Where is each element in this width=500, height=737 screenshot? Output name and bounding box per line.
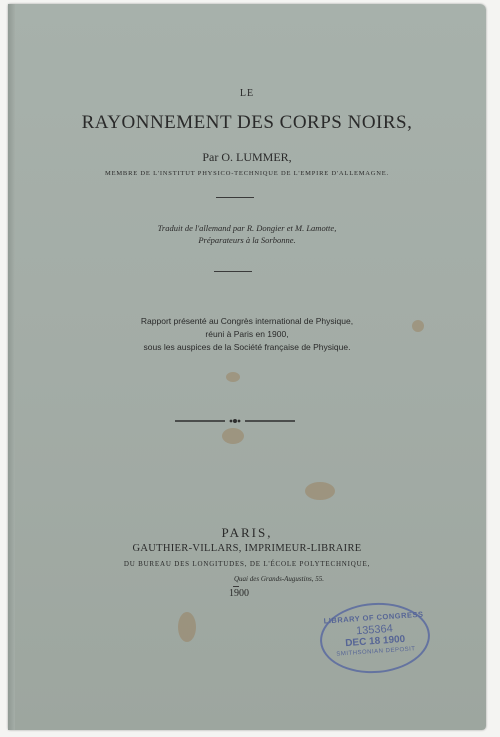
- stain-mark: [226, 372, 240, 382]
- report-line: Rapport présenté au Congrès international de Physique,: [140, 316, 354, 326]
- stamp-date: DEC 18 1900: [344, 633, 406, 650]
- publication-year: 1900: [229, 588, 249, 599]
- author-affiliation: MEMBRE DE L'INSTITUT PHYSICO-TECHNIQUE DE L'EMPIRE D'ALLEMAGNE.: [105, 170, 389, 177]
- translator-affiliation: Préparateurs à la Sorbonne.: [198, 235, 296, 245]
- publisher-address: Quai des Grands-Augustins, 55.: [233, 575, 325, 583]
- publication-city: PARIS,: [221, 525, 273, 540]
- publisher-name: GAUTHIER-VILLARS, IMPRIMEUR-LIBRAIRE: [132, 543, 362, 554]
- stamp-header: LIBRARY OF CONGRESS: [323, 609, 424, 626]
- translation-line: Traduit de l'allemand par R. Dongier et M. Lamotte,: [157, 223, 337, 233]
- report-block: [8, 315, 486, 354]
- book-title: RAYONNEMENT DES CORPS NOIRS,: [81, 112, 413, 133]
- author-line: Par O. LUMMER,: [202, 150, 292, 164]
- stamp-footer: SMITHSONIAN DEPOSIT: [336, 646, 416, 658]
- report-line: sous les auspices de la Société française de Physique.: [143, 342, 351, 352]
- title-article: LE: [239, 88, 255, 99]
- translation-block: [8, 222, 486, 246]
- stain-mark: [178, 612, 196, 642]
- report-line: réuni à Paris en 1900,: [205, 329, 289, 339]
- divider-rule: [214, 271, 252, 272]
- divider-rule: [233, 586, 239, 587]
- publisher-affiliation: DU BUREAU DES LONGITUDES, DE L'ÉCOLE POLYTECHNIQUE,: [123, 560, 371, 568]
- stain-mark: [305, 482, 335, 500]
- divider-rule: [216, 197, 254, 198]
- stain-mark: [222, 428, 244, 444]
- stamp-number: 135364: [355, 622, 394, 638]
- ornament-rule: [175, 417, 295, 425]
